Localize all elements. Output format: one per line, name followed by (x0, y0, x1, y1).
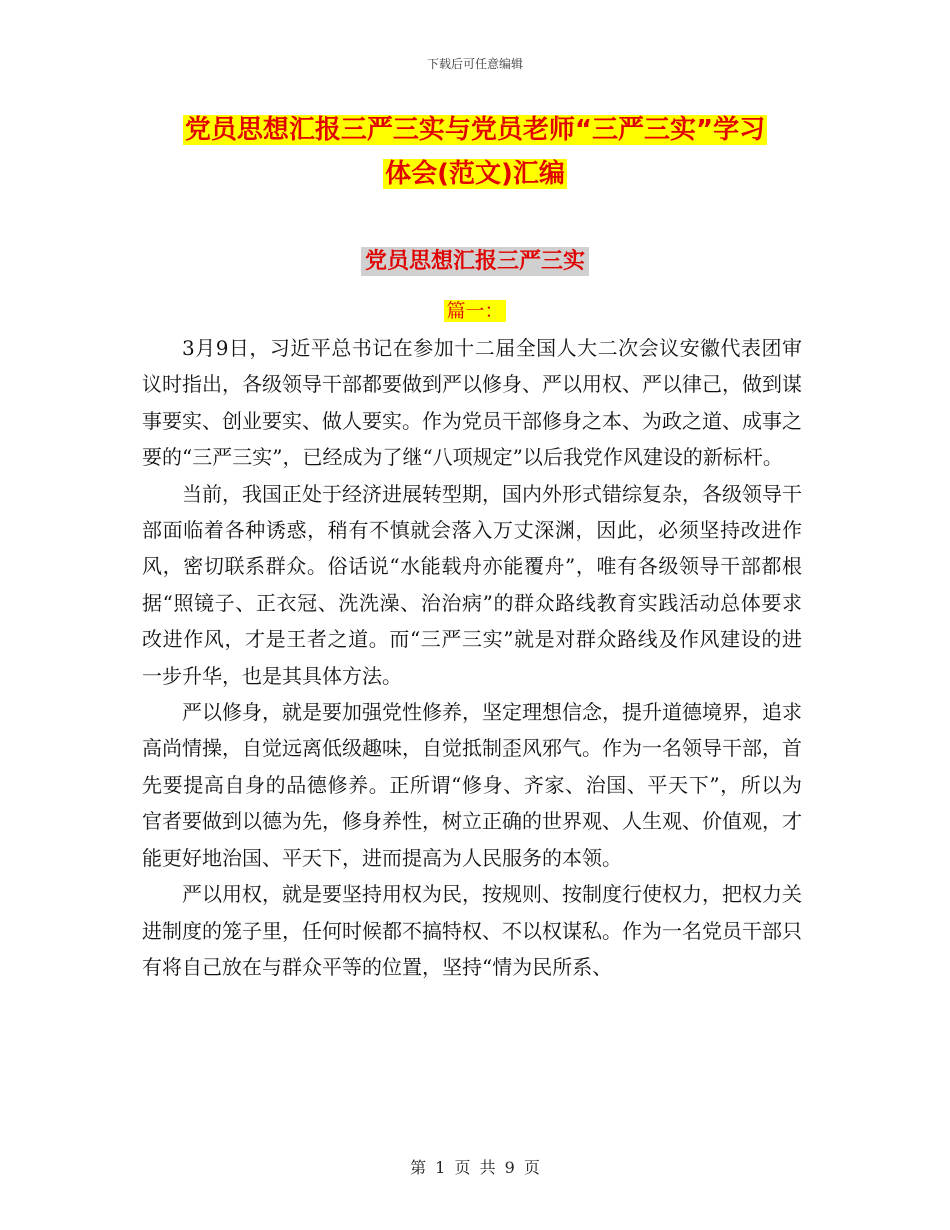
title-line-1-text: 党员思想汇报三严三实与党员老师“三严三实”学习 (184, 115, 766, 145)
section-title (0, 244, 950, 275)
subsection-label (0, 296, 950, 323)
paragraph: 当前，我国正处于经济进展转型期，国内外形式错综复杂，各级领导干部面临着各种诱惑，稍有不慎就会落入万丈深渊，因此，必须坚持改进作风，密切联系群众。俗话说“水能载舟亦能覆舟”，唯有各级领导干部都根据“照镜子、正衣冠、洗洗澡、治治病”的群众路线教育实践活动总体要求改进作风，才是王者之道。而“三严三实”就是对群众路线及作风建设的进一步升华，也是其具体方法。 (142, 481, 802, 688)
title-line-2-text: 体会(范文)汇编 (385, 159, 565, 189)
body-text (142, 330, 802, 985)
paragraph: 3月9日，习近平总书记在参加十二届全国人大二次会议安徽代表团审议时指出，各级领导干部都要做到严以修身、严以用权、严以律己，做到谋事要实、创业要实、做人要实。作为党员干部修身之本、为政之道、成事之要的“三严三实”，已经成为了继“八项规定”以后我党作风建设的新标杆。 (142, 336, 802, 470)
document-title-line-2 (0, 152, 950, 196)
section-title-text: 党员思想汇报三严三实 (361, 247, 589, 276)
header-note: 下载后可任意编辑 (426, 57, 523, 71)
subsection-label-text: 篇一： (446, 300, 504, 322)
paragraph: 严以用权，就是要坚持用权为民，按规则、按制度行使权力，把权力关进制度的笼子里，任何时候都不搞特权、不以权谋私。作为一名党员干部只有将自己放在与群众平等的位置，坚持“情为民所系、 (142, 882, 802, 979)
document-title-line-1 (0, 108, 950, 152)
paragraph: 严以修身，就是要加强党性修养，坚定理想信念，提升道德境界，追求高尚情操，自觉远离低级趣味，自觉抵制歪风邪气。作为一名领导干部，首先要提高自身的品德修养。正所谓“修身、齐家、治国、平天下”，所以为官者要做到以德为先，修身养性，树立正确的世界观、人生观、价值观，才能更好地治国、平天下，进而提高为人民服务的本领。 (142, 700, 802, 870)
page-footer: 第 1 页 共 9 页 (410, 1158, 540, 1177)
